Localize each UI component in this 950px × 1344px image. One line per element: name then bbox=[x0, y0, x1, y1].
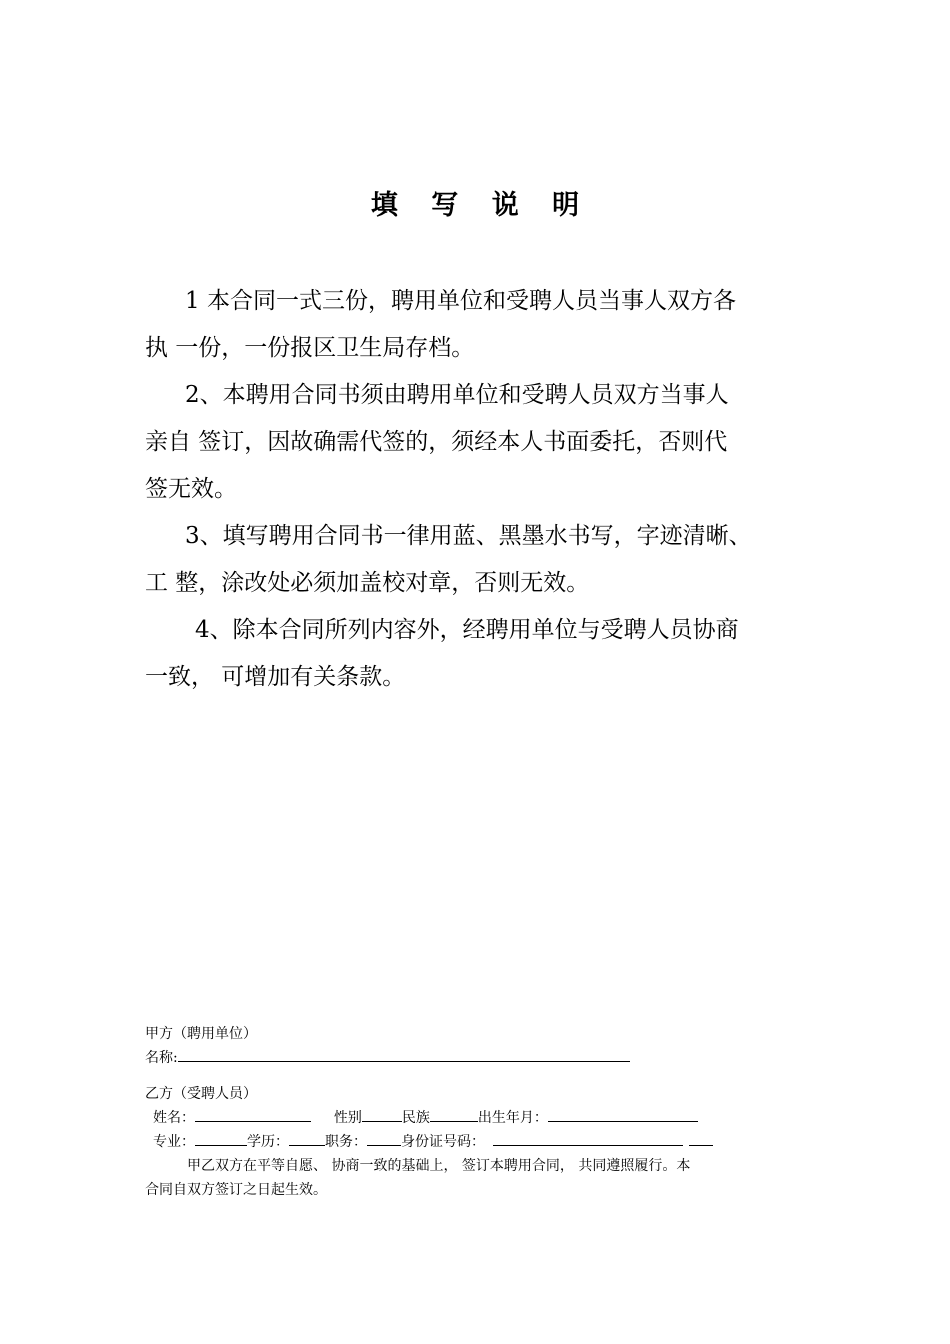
position-label: 职务： bbox=[325, 1134, 367, 1150]
instruction-item-2 bbox=[145, 372, 805, 513]
ethnicity-field[interactable] bbox=[430, 1107, 478, 1122]
party-b-heading: 乙方（受聘人员） bbox=[145, 1086, 257, 1102]
position-field[interactable] bbox=[367, 1131, 401, 1146]
party-b-row-1 bbox=[145, 1106, 810, 1130]
page-title: 填 写 说 明 bbox=[370, 190, 592, 221]
birth-field[interactable] bbox=[548, 1107, 698, 1122]
instruction-line: 1 本合同一式三份，聘用单位和受聘人员当事人双方各 bbox=[185, 288, 736, 314]
agreement-line-1: 甲乙双方在平等自愿、 协商一致的基础上， 签订本聘用合同， 共同遵照履行。本 bbox=[187, 1158, 691, 1174]
agreement-text bbox=[145, 1154, 810, 1202]
instruction-line: 签无效。 bbox=[145, 476, 237, 502]
id-field-extra[interactable] bbox=[689, 1131, 713, 1146]
party-a-name-row bbox=[145, 1046, 810, 1070]
gender-field[interactable] bbox=[362, 1107, 402, 1122]
gender-label: 性别 bbox=[333, 1110, 362, 1126]
instruction-item-3 bbox=[145, 513, 805, 607]
id-field[interactable] bbox=[493, 1131, 683, 1146]
party-a-name-label: 名称: bbox=[145, 1050, 178, 1066]
instruction-line: 工 整，涂改处必须加盖校对章，否则无效。 bbox=[145, 570, 590, 596]
instructions-list bbox=[145, 278, 805, 701]
major-label: 专业： bbox=[153, 1134, 195, 1150]
instruction-line: 2、本聘用合同书须由聘用单位和受聘人员双方当事人 bbox=[185, 382, 729, 408]
name-field[interactable] bbox=[195, 1107, 311, 1122]
party-a-name-field[interactable] bbox=[178, 1047, 630, 1062]
instruction-item-4 bbox=[145, 607, 805, 701]
contract-form bbox=[145, 1022, 810, 1202]
instruction-line: 4、除本合同所列内容外，经聘用单位与受聘人员协商 bbox=[195, 617, 739, 643]
instruction-line: 一致， 可增加有关条款。 bbox=[145, 664, 406, 690]
instruction-line: 亲自 签订，因故确需代签的，须经本人书面委托，否则代 bbox=[145, 429, 728, 455]
ethnicity-label: 民族 bbox=[401, 1110, 430, 1126]
instruction-line: 执 一份，一份报区卫生局存档。 bbox=[145, 335, 475, 361]
major-field[interactable] bbox=[195, 1131, 247, 1146]
party-a-heading: 甲方（聘用单位） bbox=[145, 1026, 257, 1042]
instruction-item-1 bbox=[145, 278, 805, 372]
education-field[interactable] bbox=[289, 1131, 325, 1146]
birth-label: 出生年月： bbox=[477, 1110, 548, 1126]
instruction-line: 3、填写聘用合同书一律用蓝、黑墨水书写，字迹清晰、 bbox=[185, 523, 752, 549]
party-b-row-2 bbox=[145, 1130, 810, 1154]
id-label: 身份证号码： bbox=[401, 1134, 485, 1150]
name-label: 姓名： bbox=[153, 1110, 195, 1126]
education-label: 学历： bbox=[247, 1134, 289, 1150]
agreement-line-2: 合同自双方签订之日起生效。 bbox=[145, 1182, 327, 1198]
